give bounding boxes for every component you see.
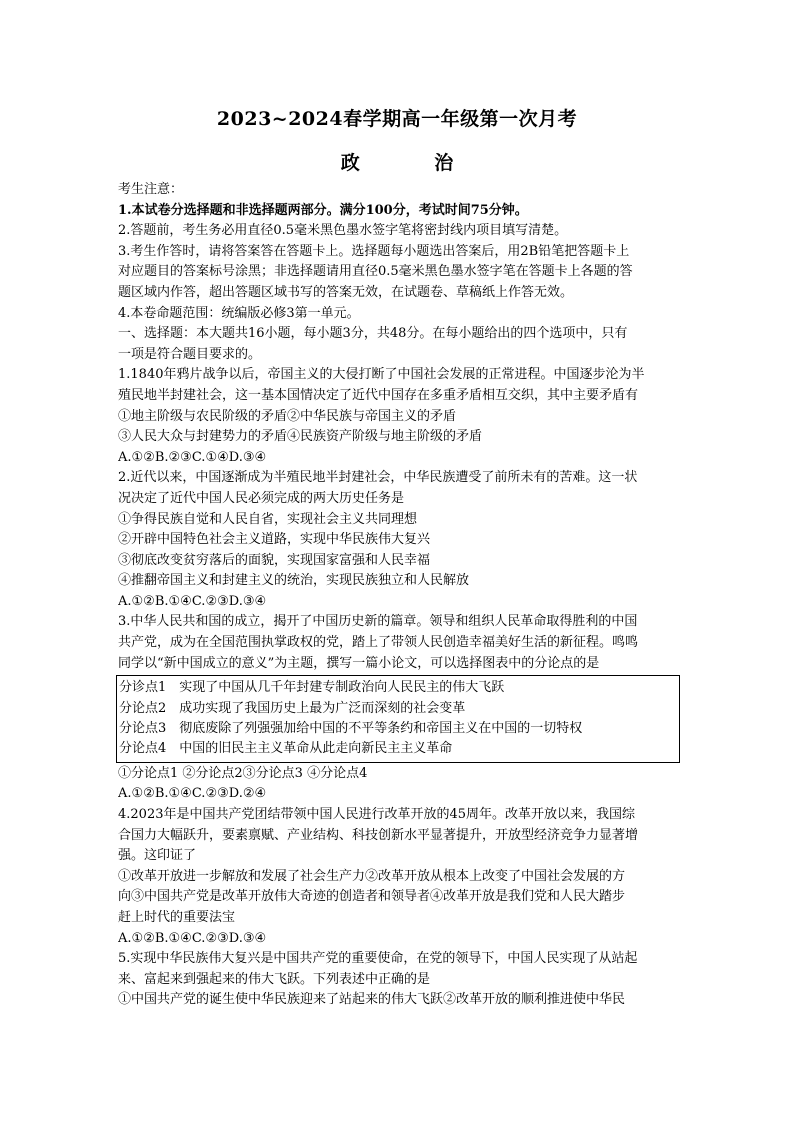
q3-stem-line-2: 共产党，成为在全国范围执掌政权的党，踏上了带领人民创造幸福美好生活的新征程。鸣鸣 (118, 635, 639, 651)
q4-choices: A.①②B.①④C.②③D.③④ (118, 930, 267, 946)
q4-stem-line-3: 强。这印证了 (118, 848, 197, 864)
q3-choices: A.①②B.①④C.②③D.②④ (118, 786, 267, 802)
q3-table-row: 分诊点1 实现了中国从几千年封建专制政治向人民民主的伟大飞跃 (119, 680, 505, 696)
q4-option-line-3: 赶上时代的重要法宝 (118, 909, 236, 925)
q3-stem-line-3: 同学以“新中国成立的意义”为主题，撰写一篇小论文，可以选择图表中的分论点的是 (118, 655, 600, 671)
exam-content (118, 180, 678, 1011)
q5-stem-line-2: 来、富起来到强起来的伟大飞跃。下列表述中正确的是 (118, 971, 431, 987)
q2-stem-line-2: 况决定了近代中国人民必须完成的两大历史任务是 (118, 490, 405, 506)
q3-table-row: 分论点3 彻底废除了列强强加给中国的不平等条约和帝国主义在中国的一切特权 (119, 721, 583, 737)
q5-stem-line-1: 5.实现中华民族伟大复兴是中国共产党的重要使命，在党的领导下，中国人民实现了从站起 (118, 951, 638, 967)
q2-choices: A.①②B.①④C.②③D.③④ (118, 593, 267, 609)
q4-stem-line-1: 4.2023年是中国共产党团结带领中国人民进行改革开放的45周年。改革开放以来，我国综 (118, 807, 636, 822)
q2-option-3: ③彻底改变贫穷落后的面貌，实现国家富强和人民幸福 (118, 552, 431, 568)
q3-stem-line-1: 3.中华人民共和国的成立，揭开了中国历史新的篇章。领导和组织人民革命取得胜利的中国 (118, 614, 638, 630)
q3-table-row: 分论点4 中国的旧民主主义革命从此走向新民主主义革命 (119, 741, 453, 757)
q2-option-2: ②开辟中国特色社会主义道路，实现中华民族伟大复兴 (118, 532, 431, 548)
q1-stem-line-2: 殖民地半封建社会，这一基本国情决定了近代中国存在多重矛盾相互交织，其中主要矛盾有 (118, 387, 639, 403)
q3-table-row: 分论点2 成功实现了我国历史上最为广泛而深刻的社会变革 (119, 700, 466, 716)
exam-title: 2023~2024春学期高一年级第一次月考 (216, 108, 578, 130)
q1-option-line-2: ③人民大众与封建势力的矛盾④民族资产阶级与地主阶级的矛盾 (118, 429, 483, 445)
notice-item-3-line-1: 3.考生作答时，请将答案答在答题卡上。选择题每小题选出答案后，用2B铅笔把答题卡上 (118, 243, 630, 259)
q3-subpoint-table (116, 675, 680, 763)
section-1-instructions-line-2: 一项是符合题目要求的。 (118, 346, 262, 362)
q2-option-1: ①争得民族自觉和人民自省，实现社会主义共同理想 (118, 511, 418, 527)
notice-item-2: 2.答题前，考生务必用直径0.5毫米黑色墨水签字笔将密封线内项目填写清楚。 (118, 223, 568, 239)
exam-subject: 政 治 (340, 152, 488, 174)
q4-option-line-1: ①改革开放进一步解放和发展了社会生产力②改革开放从根本上改变了中国社会发展的方 (118, 868, 626, 884)
notice-item-3-line-3: 题区域内作答，超出答题区域书写的答案无效，在试题卷、草稿纸上作答无效。 (118, 284, 574, 300)
notice-item-4: 4.本卷命题范围：统编版必修3第一单元。 (118, 305, 360, 321)
notice-item-3-line-2: 对应题目的答案标号涂黑；非选择题请用直径0.5毫米黑色墨水签字笔在答题卡上各题的答 (118, 264, 633, 280)
q4-stem-line-2: 合国力大幅跃升，要素禀赋、产业结构、科技创新水平显著提升，开放型经济竞争力显著增 (118, 827, 639, 843)
q2-stem-line-1: 2.近代以来，中国逐渐成为半殖民地半封建社会，中华民族遭受了前所未有的苦难。这一状 (118, 470, 638, 486)
notice-heading: 考生注意： (118, 182, 184, 197)
q1-choices: A.①②B.②③C.①④D.③④ (118, 449, 267, 465)
q4-option-line-2: 向③中国共产党是改革开放伟大奇迹的创造者和领导者④改革开放是我们党和人民大踏步 (118, 889, 626, 905)
q1-stem-line-1: 1.1840年鸦片战争以后，帝国主义的大侵打断了中国社会发展的正常进程。中国逐步沦为半 (118, 367, 645, 383)
q3-options: ①分论点1 ②分论点2③分论点3 ④分论点4 (118, 765, 368, 781)
q5-option-line-1: ①中国共产党的诞生使中华民族迎来了站起来的伟大飞跃②改革开放的顺利推进使中华民 (118, 992, 626, 1008)
notice-item-1: 1.本试卷分选择题和非选择题两部分。满分100分，考试时间75分钟。 (118, 202, 528, 218)
q1-option-line-1: ①地主阶级与农民阶级的矛盾②中华民族与帝国主义的矛盾 (118, 408, 457, 424)
q2-option-4: ④推翻帝国主义和封建主义的统治，实现民族独立和人民解放 (118, 573, 470, 589)
section-1-instructions-line-1: 一、选择题：本大题共16小题，每小题3分，共48分。在每小题给出的四个选项中，只有 (118, 326, 628, 342)
